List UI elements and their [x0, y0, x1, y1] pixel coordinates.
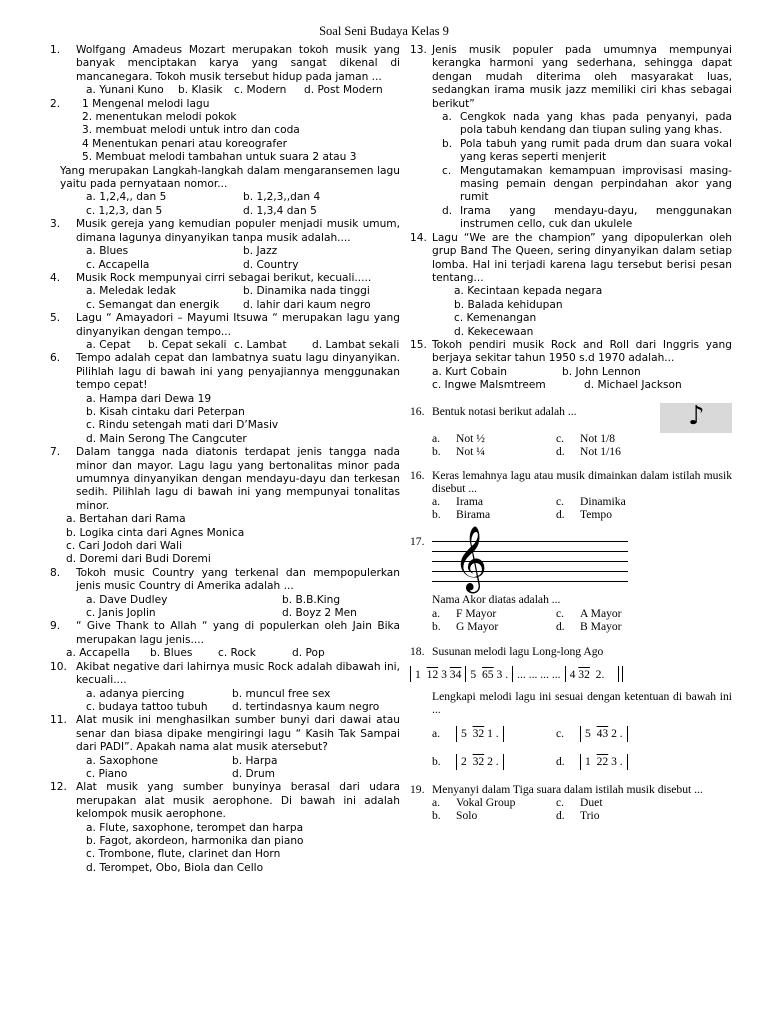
question-text: Tokoh music Country yang terkenal dan mempopulerkan jenis music Country di Amerika adalah ...: [76, 566, 400, 593]
melody-line: [410, 666, 732, 682]
option-c: c. Lambat: [234, 338, 287, 351]
option-letter: b.: [432, 754, 441, 768]
option-d: Tempo: [580, 508, 613, 522]
option-a: a. Meledak ledak: [86, 285, 176, 298]
option-b: Solo: [456, 809, 478, 822]
option-letter: a.: [432, 726, 441, 740]
option-b: b. Kisah cintaku dari Peterpan: [86, 405, 245, 418]
option-letter: a.: [432, 606, 441, 620]
question-text: Tokoh pendiri musik Rock and Roll dari Inggris yang berjaya sekitar tahun 1950 s.d 1970 adalah...: [432, 338, 732, 365]
barline: [410, 666, 411, 682]
question-18: [412, 645, 732, 773]
question-text: Yang merupakan Langkah-langkah dalam mengaransemen lagu yaitu pada pernyataan nomor...: [60, 164, 400, 191]
option-c: c. Accapella: [86, 258, 150, 271]
barline: [565, 666, 566, 682]
option-c: Dinamika: [580, 494, 626, 508]
question-number: 12.: [50, 781, 67, 794]
question-17: [410, 526, 732, 633]
melody-note: 5: [585, 726, 591, 740]
question-number: 13.: [410, 44, 427, 56]
melody-note: 32: [472, 754, 485, 768]
option-c: Duet: [580, 795, 603, 809]
option-letter: c.: [556, 494, 565, 508]
option-letter: c.: [556, 726, 565, 740]
options: [412, 620, 732, 633]
option-letter: b.: [432, 809, 441, 822]
option-c: c. Cari Jodoh dari Wali: [66, 540, 183, 553]
option-a: a. Saxophone: [86, 754, 159, 767]
option-a: a. Accapella: [66, 647, 131, 660]
treble-clef-icon: 𝄞: [454, 526, 488, 592]
options: [432, 445, 732, 458]
options: [432, 751, 732, 773]
question-number: 8.: [50, 566, 61, 579]
option-c: c. Rock: [218, 647, 256, 660]
question-text: Musik gereja yang kemudian populer menjadi musik umum, dimana lagunya dinyanyikan tanpa musik adalah....: [76, 218, 400, 244]
melody-note: 1: [585, 754, 591, 768]
question-number: 10.: [50, 660, 67, 673]
option-c: c. Kemenangan: [454, 312, 537, 325]
options: [432, 379, 732, 392]
barline: [512, 666, 513, 682]
option-letter: d.: [556, 754, 565, 768]
question-text: Musik Rock mempunyai cirri sebagai berikut, kecuali.....: [76, 271, 372, 284]
option-a: a. Kecintaan kepada negara: [454, 285, 603, 298]
option-letter: b.: [432, 508, 441, 522]
melody-note: 22: [596, 754, 609, 768]
melody-note: 3: [441, 667, 447, 681]
option-b: Birama: [456, 508, 491, 522]
question-number: 14.: [410, 231, 427, 244]
page-title: Soal Seni Budaya Kelas 9: [319, 24, 449, 38]
question-text: Susunan melodi lagu Long-long Ago: [432, 644, 604, 658]
question-text: Nama Akor diatas adalah ...: [432, 593, 561, 607]
option-b: b. muncul free sex: [232, 687, 331, 700]
option-a: a. Yunani Kuno: [86, 84, 164, 97]
option-a: [456, 726, 556, 742]
melody-note: 3: [496, 667, 503, 681]
option-letter: d.: [556, 619, 565, 633]
option-letter: b.: [442, 137, 453, 150]
question-text: Keras lemahnya lagu atau musik dimainkan dalam istilah musik disebut ...: [432, 468, 732, 495]
option-letter: b.: [432, 444, 441, 458]
question-number: 18.: [410, 644, 425, 658]
question-14: [412, 232, 732, 339]
option-text: Irama yang mendayu-dayu, menggunakan instrumen cello, cuk dan ukulele: [460, 204, 732, 231]
option-text: Cengkok nada yang khas pada penyanyi, pada pola tabuh kendang dan tiupan suling yang khas.: [460, 111, 732, 137]
melody-note: 3 .: [611, 754, 623, 768]
question-text: Lagu “We are the champion” yang dipopulerkan oleh grup Band The Queen, sering dinyanyikan dalam setiap lomba. Hal ini terjadi karena lagu tersebut berisi pesan tentang...: [432, 231, 732, 284]
option-d: d. tertindasnya kaum negro: [232, 700, 380, 713]
option-d: d. Main Serong The Cangcuter: [86, 432, 247, 445]
melody-note: 65: [481, 667, 494, 681]
option-letter: d.: [556, 444, 565, 458]
question-11: [50, 714, 400, 781]
question-text: Lengkapi melodi lagu ini sesuai dengan ketentuan di bawah ini ...: [432, 690, 732, 717]
option-c: Not 1/8: [580, 431, 616, 445]
options: [76, 768, 400, 781]
option-letter: a.: [432, 431, 441, 445]
option-a: Not ½: [456, 431, 485, 445]
question-number: 17.: [410, 535, 425, 549]
option-text: Mengutamakan kemampuan improvisasi masing-masing pemain dengan perpindahan akor yang rumit: [460, 164, 732, 204]
options: [76, 755, 400, 768]
question-number: 16.: [410, 404, 425, 418]
barline: [580, 754, 581, 770]
options: [76, 285, 400, 298]
statement-1: 1 Mengenal melodi lagu: [82, 97, 210, 110]
question-7: [50, 446, 400, 567]
options: [76, 607, 400, 620]
option-d: Not 1/16: [580, 444, 621, 458]
melody-note: 4: [569, 667, 576, 681]
melody-note: 1: [415, 667, 421, 681]
question-5: [50, 312, 400, 352]
question-number: 19.: [410, 782, 425, 796]
statement-3: 3. membuat melodi untuk intro dan coda: [82, 124, 300, 137]
statement-4: 4 Menentukan penari atau koreografer: [82, 137, 287, 150]
option-d: d. Pop: [292, 647, 325, 660]
option-c: c. Semangat dan energik: [86, 298, 220, 311]
option-b: b. Dinamika nada tinggi: [243, 285, 370, 298]
melody-note: 5: [470, 667, 477, 681]
options: [412, 607, 732, 620]
option-d: d. Boyz 2 Men: [282, 607, 357, 620]
options: [432, 495, 732, 508]
question-number: 5.: [50, 312, 61, 325]
question-text: Alat musik ini menghasilkan sumber bunyi dari dawai atau senar dan biasa dipake mengiringi lagu “ Kasih Tak Sampai dari PADI”. Apakah nama alat musik atersebut?: [76, 714, 400, 754]
option-text: Pola tabuh yang rumit pada drum dan suara vokal yang keras seperti menjerit: [460, 137, 732, 164]
options: [76, 245, 400, 258]
statement-2: 2. menentukan melodi pokok: [82, 111, 237, 124]
question-text: Jenis musik populer pada umumnya mempunyai kerangka harmoni yang sederhana, sehingga dapat dengan mudah diterima oleh masyarakat luas, sedangkan irama musik jazz memiliki ciri khas sebagai berikut”: [432, 44, 732, 110]
melody-note: 2: [461, 754, 467, 768]
option-c: c. Modern: [234, 84, 287, 97]
option-d: B Mayor: [580, 619, 622, 633]
option-d: d. Kekecewaan: [454, 325, 534, 338]
option-c: c. budaya tattoo tubuh: [86, 700, 208, 713]
question-text: Alat musik yang sumber bunyinya berasal dari udara merupakan alat musik aerophone. Di bawah ini adalah kelompok musik aerophone.: [76, 781, 400, 821]
question-text: “ Give Thank to Allah “ yang di populerkan oleh Jain Bika merupakan lagu jenis....: [76, 620, 400, 646]
question-text: Akibat negative dari lahirnya music Rock adalah dibawah ini, kecuali....: [76, 660, 400, 687]
question-2: [50, 98, 400, 219]
question-8: [50, 567, 400, 621]
option-d: d. Drum: [232, 767, 276, 780]
option-d: [432, 205, 732, 232]
option-c: c. Janis Joplin: [86, 607, 156, 620]
question-number: 4.: [50, 271, 61, 284]
options: [56, 647, 400, 660]
barline: [580, 726, 581, 742]
option-b: b. Logika cinta dari Agnes Monica: [66, 526, 245, 539]
question-number: 16.: [410, 468, 425, 482]
option-letter: a.: [442, 111, 452, 124]
melody-note: 32: [578, 667, 590, 681]
option-d: d. Post Modern: [304, 84, 383, 97]
option-letter: c.: [556, 795, 565, 809]
option-a: a. Blues: [86, 245, 129, 258]
option-b: b. Jazz: [243, 245, 278, 258]
option-d: [580, 754, 632, 770]
options: [432, 432, 732, 445]
eighth-note-icon: ♪: [688, 400, 705, 431]
question-1: [50, 44, 400, 98]
barline: [456, 754, 457, 770]
options: [76, 205, 400, 218]
option-c: c. Ingwe Malsmtreem: [432, 379, 546, 392]
option-d: d. lahir dari kaum negro: [243, 298, 371, 311]
options: [76, 84, 400, 97]
option-b: b. Blues: [150, 647, 193, 660]
option-d: d. Michael Jackson: [584, 379, 682, 392]
question-number: 7.: [50, 446, 61, 459]
options: [76, 299, 400, 312]
option-b: Not ¼: [456, 444, 485, 458]
final-barline: [618, 666, 623, 682]
question-6: [50, 352, 400, 446]
option-letter: c.: [556, 431, 565, 445]
question-number: 2.: [50, 97, 61, 110]
question-10: [50, 661, 400, 715]
question-16-dynamics: [412, 469, 732, 522]
question-number: 9.: [50, 620, 61, 633]
option-c: A Mayor: [580, 606, 622, 620]
music-staff: [432, 526, 732, 593]
melody-note: 5: [461, 726, 467, 740]
question-19: [412, 783, 732, 823]
option-b: b. B.B.King: [282, 593, 341, 606]
melody-note: 34: [449, 667, 462, 681]
options: [76, 191, 400, 204]
question-number: 3.: [50, 218, 61, 231]
question-text: Bentuk notasi berikut adalah ...: [432, 404, 577, 418]
barline: [456, 726, 457, 742]
question-9: [50, 620, 400, 660]
options: [432, 508, 732, 521]
option-c: [580, 726, 632, 742]
melody-note: 43: [596, 726, 609, 740]
barline: [503, 754, 504, 770]
right-column: [412, 44, 732, 822]
statement-5: 5. Membuat melodi tambahan untuk suara 2 atau 3: [82, 151, 357, 164]
melody-note: 2.: [595, 667, 605, 681]
option-letter: d.: [556, 508, 565, 522]
option-d: d. 1,3,4 dan 5: [243, 204, 317, 217]
option-c: c. Piano: [86, 767, 128, 780]
question-text: Dalam tangga nada diatonis terdapat jenis tangga nada minor dan mayor. Lagu lagu yang bertonalitas minor pada umumnya dinyanyikan dengan mendayu-dayu dan terkesan sedih. Pilihlah lagu di bawah ini yang mempunyai tonalitas minor.: [76, 446, 400, 512]
options: [76, 339, 400, 352]
option-d: d. Doremi dari Budi Doremi: [66, 553, 211, 566]
option-a: Vokal Group: [456, 795, 516, 809]
option-letter: c.: [556, 606, 565, 620]
option-letter: a.: [432, 795, 441, 809]
question-number: 1.: [50, 44, 61, 56]
option-b: b. Fagot, akordeon, harmonika dan piano: [86, 834, 304, 847]
option-a: a. 1,2,4,, dan 5: [86, 191, 167, 204]
option-b: b. Harpa: [232, 754, 278, 767]
question-4: [50, 272, 400, 312]
option-b: [456, 754, 556, 770]
question-number: 6.: [50, 352, 61, 365]
options: [76, 688, 400, 701]
option-b: b. 1,2,3,,dan 4: [243, 191, 321, 204]
note-image: [660, 400, 732, 433]
melody-note: .: [505, 667, 509, 681]
question-15: [412, 339, 732, 393]
option-a: a. adanya piercing: [86, 687, 185, 700]
barline: [627, 754, 628, 770]
option-a: a. Hampa dari Dewa 19: [86, 392, 212, 405]
question-text: Wolfgang Amadeus Mozart merupakan tokoh musik yang banyak menciptakan karya yang sangat dikenal di mancanegara. Tokoh musik tersebut hidup pada jaman ...: [76, 44, 400, 83]
melody-note: 12: [426, 667, 439, 681]
question-text: Menyanyi dalam Tiga suara dalam istilah musik disebut ...: [432, 782, 703, 796]
option-b: b. John Lennon: [562, 365, 641, 378]
barline: [465, 666, 466, 682]
option-a: [432, 111, 732, 138]
option-b: b. Klasik: [178, 84, 223, 97]
question-12: [50, 781, 400, 875]
option-letter: a.: [432, 494, 441, 508]
option-b: [432, 138, 732, 165]
option-b: b. Balada kehidupan: [454, 298, 563, 311]
option-b: G Mayor: [456, 619, 499, 633]
barline: [503, 726, 504, 742]
options: [76, 701, 400, 714]
options: [432, 366, 732, 379]
question-16-notation: [410, 400, 732, 458]
question-3: [50, 218, 400, 272]
option-letter: d.: [442, 204, 453, 217]
barline: [627, 726, 628, 742]
melody-note: 2 .: [611, 726, 623, 740]
option-c: [432, 165, 732, 205]
option-a: Irama: [456, 494, 484, 508]
option-d: d. Country: [243, 258, 299, 271]
question-text: Tempo adalah cepat dan lambatnya suatu lagu dinyanyikan. Pilihlah lagu di bawah ini yang penyajiannya menggunakan tempo cepat!: [76, 352, 400, 392]
question-text: Lagu “ Amayadori – Mayumi Itsuwa “ merupakan lagu yang dinyanyikan dengan tempo...: [76, 312, 400, 338]
melody-blank: ... ... ... ...: [517, 667, 561, 681]
option-letter: d.: [556, 809, 565, 822]
option-a: a. Dave Dudley: [86, 593, 168, 606]
options: [76, 594, 400, 607]
option-c: c. Trombone, flute, clarinet dan Horn: [86, 848, 281, 861]
option-b: b. Cepat sekali: [148, 338, 227, 351]
option-d: d. Lambat sekali: [312, 338, 400, 351]
melody-note: 2 .: [487, 754, 499, 768]
melody-note: 1 .: [487, 726, 499, 740]
options: [432, 809, 732, 822]
question-number: 11.: [50, 714, 67, 727]
option-a: a. Cepat: [86, 338, 131, 351]
option-d: d. Terompet, Obo, Biola dan Cello: [86, 861, 264, 874]
option-a: a. Flute, saxophone, terompet dan harpa: [86, 821, 304, 834]
question-number: 15.: [410, 338, 427, 351]
question-13: [412, 44, 732, 232]
options: [432, 723, 732, 745]
option-c: c. Rindu setengah mati dari D’Masiv: [86, 419, 279, 432]
option-letter: c.: [442, 164, 452, 177]
option-letter: b.: [432, 619, 441, 633]
option-c: c. 1,2,3, dan 5: [86, 204, 163, 217]
option-d: Trio: [580, 809, 600, 822]
left-column: [50, 44, 400, 875]
options: [76, 259, 400, 272]
option-a: F Mayor: [456, 606, 497, 620]
option-a: a. Kurt Cobain: [432, 365, 507, 378]
options: [432, 796, 732, 809]
option-a: a. Bertahan dari Rama: [66, 513, 186, 526]
melody-note: 32: [472, 726, 485, 740]
